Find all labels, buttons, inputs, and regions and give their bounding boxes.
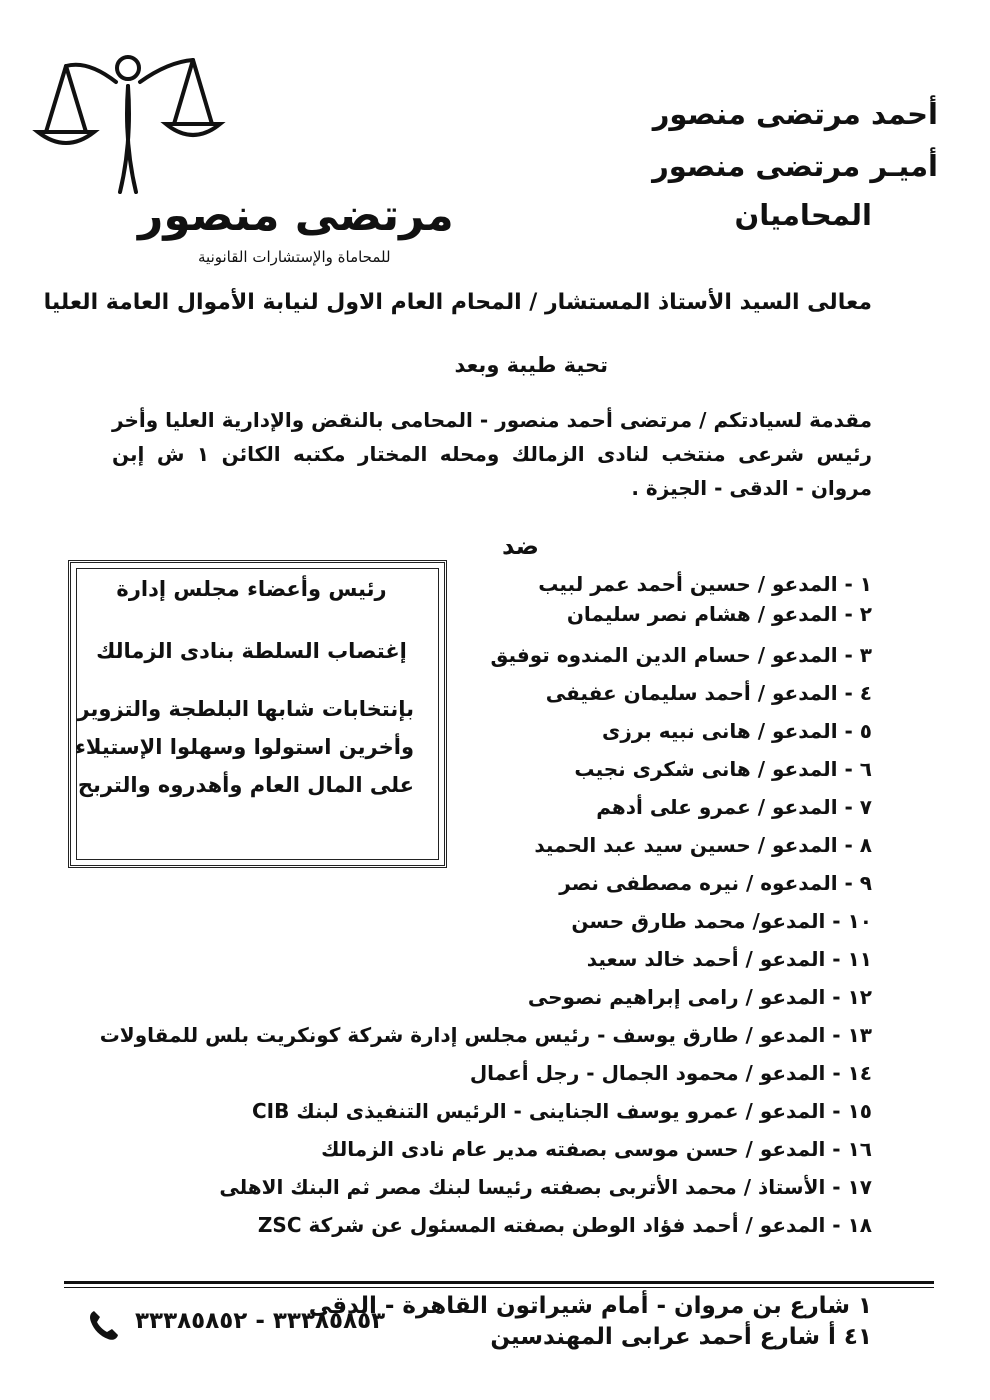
defendant-item: ١٧ - الأستاذ / محمد الأتربى بصفته رئيسا لبنك مصر ثم البنك الاهلى [219, 1175, 872, 1199]
defendant-item: ١٦ - المدعو / حسن موسى بصفته مدير عام نادى الزمالك [321, 1137, 872, 1161]
footer-phones: ٣٣٣٨٥٨٥٣ - ٣٣٣٨٥٨٥٢ [135, 1308, 386, 1334]
defendant-item: ٧ - المدعو / عمرو على أدهم [596, 795, 872, 819]
lawyer-name-1: أحمد مرتضى منصور [652, 97, 938, 131]
footer-rule-thin [64, 1287, 934, 1288]
box-line: بإنتخابات شابها البلطجة والتزوير [77, 697, 414, 721]
defendant-item: ٥ - المدعو / هانى نبيه برزى [601, 719, 872, 743]
lawyer-name-2: أميـر مرتضى منصور [652, 149, 938, 183]
defendant-item: ١١ - المدعو / أحمد خالد سعيد [586, 947, 872, 971]
defendant-item: ٩ - المدعوه / نيره مصطفى نصر [559, 871, 872, 895]
box-line: إغتصاب السلطة بنادى الزمالك [96, 639, 407, 663]
logo-name: مرتضى منصور [138, 190, 454, 241]
box-line: على المال العام وأهدروه والتربح [77, 773, 414, 797]
footer-address-1: ١ شارع بن مروان - أمام شيراتون القاهرة - الدقى [308, 1293, 872, 1319]
defendant-item: ١٠ - المدعو/ محمد طارق حسن [571, 909, 872, 933]
phone-icon [86, 1307, 122, 1343]
logo-tagline: للمحاماة والإستشارات القانونية [198, 248, 391, 266]
defendant-item: ١٨ - المدعو / أحمد فؤاد الوطن بصفته المسئول عن شركة ZSC [257, 1213, 872, 1237]
box-line: رئيس وأعضاء مجلس إدارة [116, 577, 387, 601]
lawyers-title: المحاميان [734, 198, 872, 232]
defendant-item: ١ - المدعو / حسين أحمد عمر لبيب [538, 572, 872, 596]
addressee: معالى السيد الأستاذ المستشار / المحام العام الاول لنيابة الأموال العامة العليا [43, 290, 872, 315]
defendant-item: ١٤ - المدعو / محمود الجمال - رجل أعمال [469, 1061, 872, 1085]
greeting: تحية طيبة وبعد [454, 353, 608, 377]
intro-paragraph: مقدمة لسيادتكم / مرتضى أحمد منصور - المحامى بالنقض والإدارية العليا وأخر رئيس شرعى منتخب لنادى الزمالك ومحله المختار مكتبه الكائن ١ ش إبن مروان - الدقى - الجيزة . [112, 408, 873, 500]
defendant-item: ٦ - المدعو / هانى شكرى نجيب [574, 757, 872, 781]
footer-rule [64, 1281, 934, 1284]
footer-address-2: ٤١ أ شارع أحمد عرابى المهندسين [490, 1324, 872, 1350]
defendant-item: ١٥ - المدعو / عمرو يوسف الجناينى - الرئيس التنفيذى لبنك CIB [251, 1099, 872, 1123]
accusation-box [68, 560, 447, 868]
scales-figure-icon [28, 42, 408, 202]
firm-logo [28, 42, 454, 266]
defendant-item: ١٣ - المدعو / طارق يوسف - رئيس مجلس إدارة شركة كونكريت بلس للمقاولات [99, 1023, 872, 1047]
defendant-item: ١٢ - المدعو / رامى إبراهيم نصوحى [527, 985, 872, 1009]
defendant-item: ٢ - المدعو / هشام نصر سليمان [566, 602, 872, 626]
box-line: وأخرين استولوا وسهلوا الإستيلاء [75, 735, 414, 759]
defendant-item: ٤ - المدعو / أحمد سليمان عفيفى [545, 681, 872, 705]
defendant-item: ٨ - المدعو / حسين سيد عبد الحميد [534, 833, 872, 857]
against-label: ضد [501, 532, 539, 560]
defendant-item: ٣ - المدعو / حسام الدين المندوه توفيق [490, 643, 872, 667]
